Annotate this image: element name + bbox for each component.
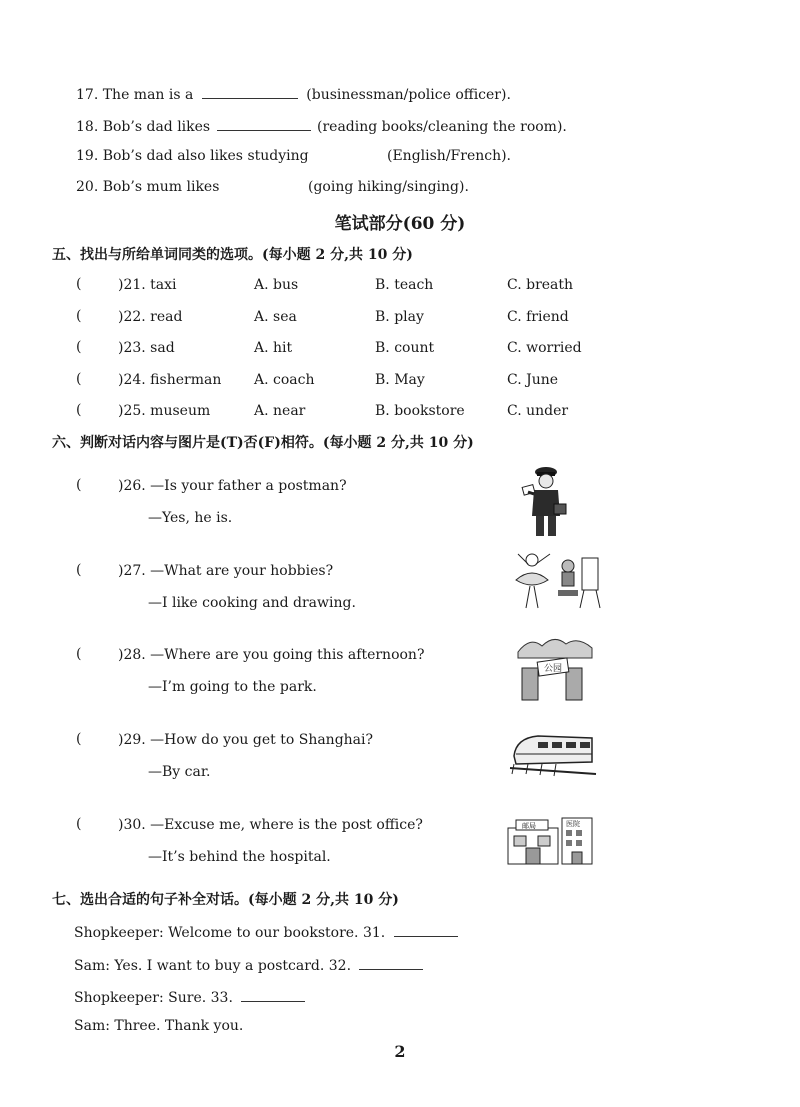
answer-blank[interactable] <box>394 922 458 937</box>
option-b: B. teach <box>375 277 434 293</box>
question-19: 19. Bob’s dad also likes studying <box>76 148 309 164</box>
option-c: C. friend <box>507 309 569 325</box>
question-word: )21. taxi <box>118 277 177 293</box>
question-word: )23. sad <box>118 340 175 356</box>
dialogue-question: )26. —Is your father a postman? <box>118 478 347 494</box>
question-19-options: (English/French). <box>387 148 512 164</box>
written-part-title: 笔试部分(60 分) <box>334 214 466 234</box>
answer-paren[interactable]: ( <box>76 477 82 493</box>
option-c: C. breath <box>507 277 574 293</box>
option-c: C. under <box>507 403 569 419</box>
option-b: B. play <box>375 309 424 325</box>
ballet-drawing-picture <box>510 550 602 612</box>
answer-paren[interactable]: ( <box>76 731 82 747</box>
option-a: A. bus <box>254 277 299 293</box>
dialogue-question: )29. —How do you get to Shanghai? <box>118 732 374 748</box>
answer-paren[interactable]: ( <box>76 646 82 662</box>
dialogue-line-31: Shopkeeper: Welcome to our bookstore. 31. <box>74 922 458 942</box>
dialogue-question: )28. —Where are you going this afternoon? <box>118 647 425 663</box>
postman-picture <box>518 464 570 540</box>
answer-paren[interactable]: ( <box>76 308 82 324</box>
option-b: B. bookstore <box>375 403 465 419</box>
train-picture <box>508 726 598 778</box>
dialogue-answer: —By car. <box>148 764 211 780</box>
option-b: B. count <box>375 340 435 356</box>
question-20: 20. Bob’s mum likes <box>76 179 220 195</box>
dialogue-line-32: Sam: Yes. I want to buy a postcard. 32. <box>74 955 423 975</box>
option-a: A. coach <box>254 372 315 388</box>
dialogue-line-33: Shopkeeper: Sure. 33. <box>74 987 305 1007</box>
answer-paren[interactable]: ( <box>76 371 82 387</box>
dialogue-answer: —Yes, he is. <box>148 510 233 526</box>
answer-paren[interactable]: ( <box>76 276 82 292</box>
question-word: )24. fisherman <box>118 372 222 388</box>
section5-title: 五、找出与所给单词同类的选项。(每小题 2 分,共 10 分) <box>52 247 413 263</box>
page-number: 2 <box>394 1042 406 1061</box>
option-c: C. worried <box>507 340 582 356</box>
answer-blank[interactable] <box>359 955 423 970</box>
section7-title: 七、选出合适的句子补全对话。(每小题 2 分,共 10 分) <box>52 892 399 908</box>
question-word: )22. read <box>118 309 183 325</box>
option-c: C. June <box>507 372 559 388</box>
dialogue-answer: —It’s behind the hospital. <box>148 849 331 865</box>
answer-paren[interactable]: ( <box>76 562 82 578</box>
dialogue-answer: —I like cooking and drawing. <box>148 595 356 611</box>
park-sign: 公园 <box>544 664 563 674</box>
question-word: )25. museum <box>118 403 211 419</box>
park-gate-picture <box>516 634 596 702</box>
question-17: 17. The man is a (businessman/police officer). <box>76 84 511 104</box>
hospital-sign: 医院 <box>566 820 580 828</box>
answer-paren[interactable]: ( <box>76 402 82 418</box>
dialogue-answer: —I’m going to the park. <box>148 679 317 695</box>
option-b: B. May <box>375 372 425 388</box>
answer-paren[interactable]: ( <box>76 339 82 355</box>
post-office-hospital-picture <box>506 814 598 866</box>
answer-blank[interactable] <box>241 987 305 1002</box>
answer-blank[interactable] <box>217 116 311 131</box>
dialogue-question: )30. —Excuse me, where is the post office? <box>118 817 423 833</box>
question-20-options: (going hiking/singing). <box>308 179 469 195</box>
dialogue-line-34: Sam: Three. Thank you. <box>74 1018 244 1034</box>
dialogue-question: )27. —What are your hobbies? <box>118 563 334 579</box>
question-18: 18. Bob’s dad likes (reading books/cleaning the room). <box>76 116 567 136</box>
option-a: A. hit <box>254 340 293 356</box>
answer-paren[interactable]: ( <box>76 816 82 832</box>
option-a: A. near <box>254 403 306 419</box>
post-office-sign: 邮局 <box>522 822 536 830</box>
section6-title: 六、判断对话内容与图片是(T)否(F)相符。(每小题 2 分,共 10 分) <box>52 435 474 451</box>
answer-blank[interactable] <box>202 84 298 99</box>
option-a: A. sea <box>254 309 297 325</box>
